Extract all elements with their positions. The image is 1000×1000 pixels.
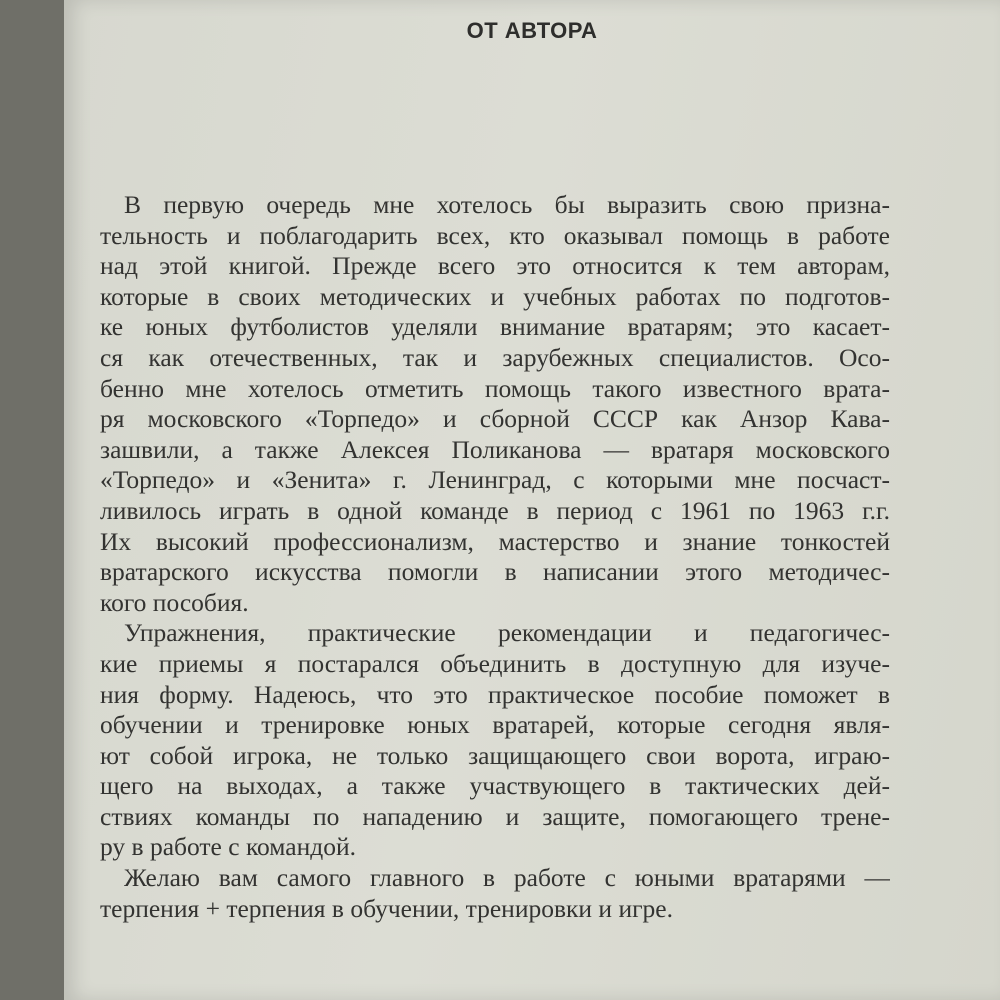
text-line: зашвили, а также Алексея Поликанова — вратаря московского [100,434,890,464]
text-line: ру в работе с командой. [100,832,356,862]
text-line: Их высокий профессионализм, мастерство и знание тонкостей [100,526,890,556]
text-line: которые в своих методических и учебных работах по подготов- [100,281,890,311]
text-line: ря московского «Торпедо» и сборной СССР как Анзор Кава- [100,404,890,434]
page-heading: ОТ АВТОРА [466,18,598,43]
text-line: над этой книгой. Прежде всего это относится к тем авторам, [100,251,890,281]
text-line: терпения + терпения в обучении, тренировки и игре. [100,893,673,923]
body-text [100,190,890,924]
text-line: тельность и поблагодарить всех, кто оказывал помощь в работе [100,220,890,250]
text-line: ливилось играть в одной команде в период с 1961 по 1963 г.г. [100,495,890,525]
text-line: обучении и тренировке юных вратарей, которые сегодня явля- [100,710,890,740]
text-line: вратарского искусства помогли в написании этого методичес- [100,557,890,587]
text-line: бенно мне хотелось отметить помощь такого известного врата- [100,373,890,403]
text-line: щего на выходах, а также участвующего в тактических дей- [100,771,890,801]
text-line: кие приемы я постарался объединить в доступную для изуче- [100,648,890,678]
text-line: ке юных футболистов уделяли внимание вратарям; это касает- [100,312,890,342]
text-line: В первую очередь мне хотелось бы выразить свою призна- [124,190,890,219]
text-line: ся как отечественных, так и зарубежных специалистов. Осо- [100,342,890,372]
text-line: Желаю вам самого главного в работе с юными вратарями — [124,863,890,893]
text-line: ния форму. Надеюсь, что это практическое пособие поможет в [100,679,890,709]
text-line: ствиях команды по нападению и защите, помогающего трене- [100,801,890,831]
text-line: Упражнения, практические рекомендации и педагогичес- [124,618,890,648]
text-line: «Торпедо» и «Зенита» г. Ленинград, с которыми мне посчаст- [100,465,890,495]
text-line: кого пособия. [100,587,249,617]
book-page [64,0,1000,1000]
text-line: ют собой игрока, не только защищающего свои ворота, играю- [100,740,890,770]
